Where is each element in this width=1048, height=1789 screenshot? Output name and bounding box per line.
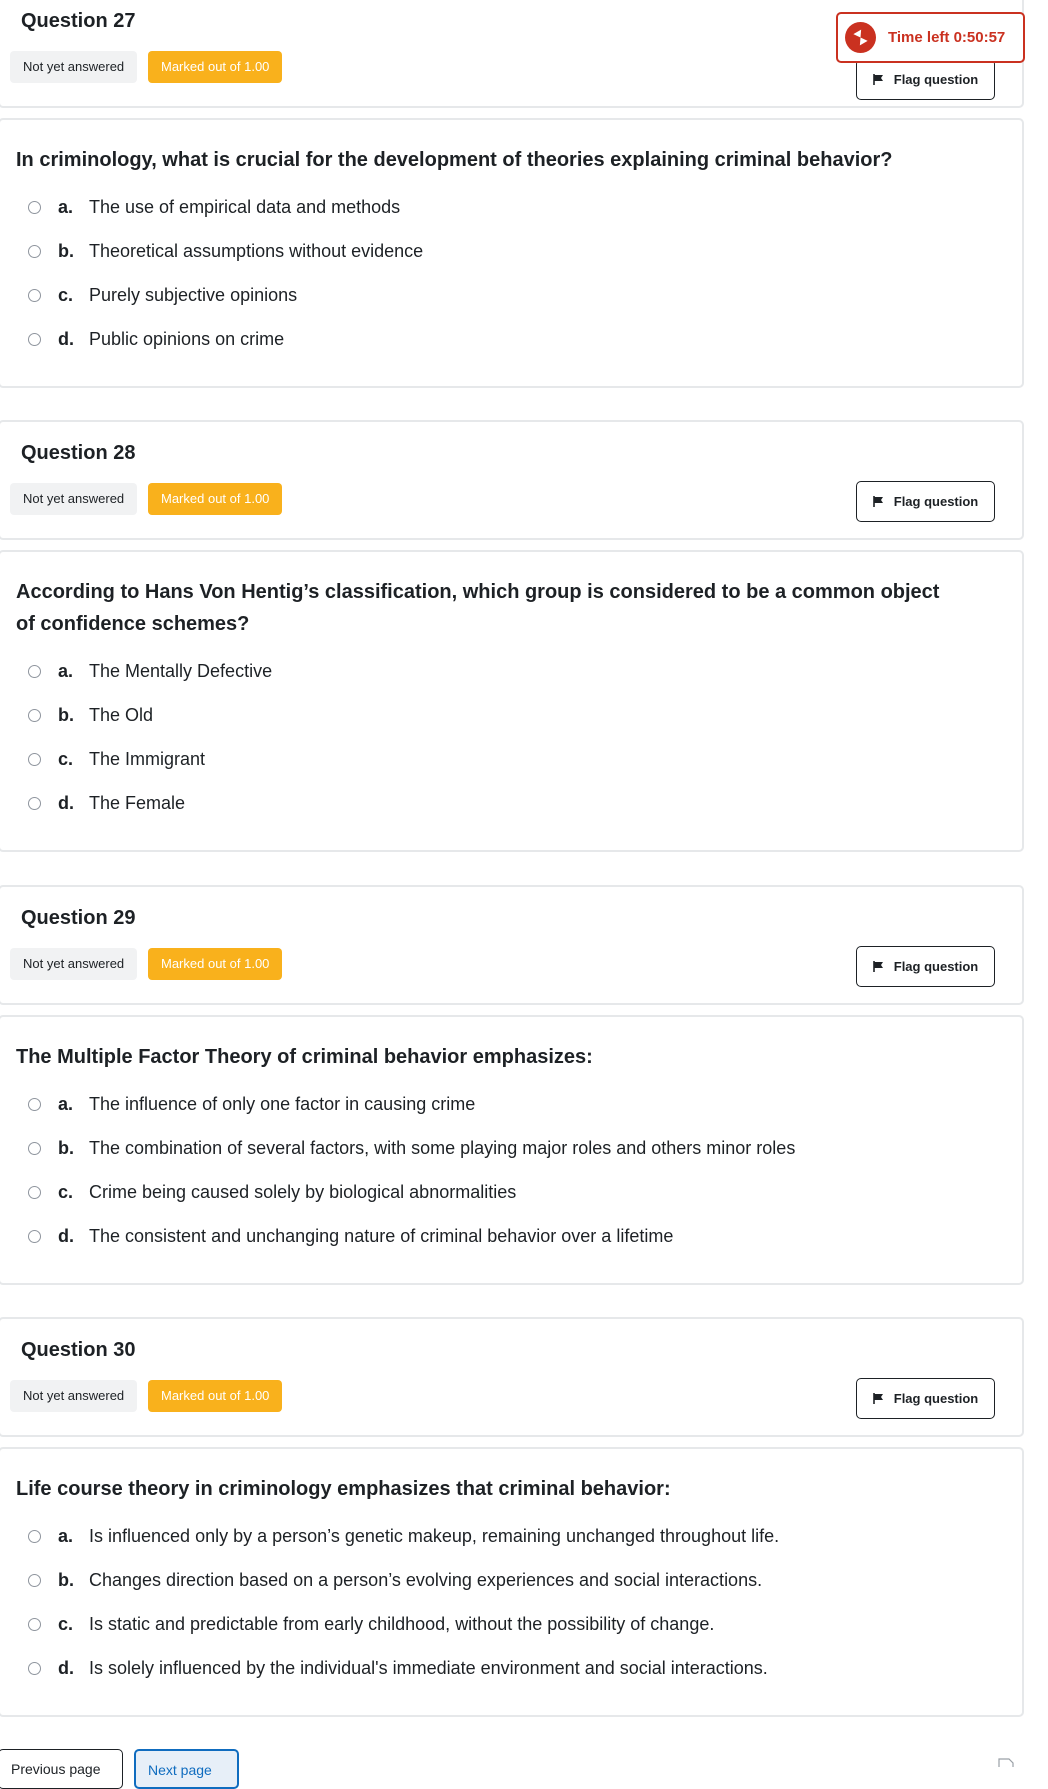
flag-icon — [873, 1393, 884, 1404]
flag-question-label: Flag question — [893, 1391, 979, 1406]
option-text: The Mentally Defective — [89, 660, 273, 681]
flag-icon — [873, 74, 884, 85]
answer-option-a[interactable] — [28, 1521, 779, 1551]
question-27-body — [0, 118, 1024, 388]
question-30-body — [0, 1447, 1024, 1717]
status-badge: Not yet answered — [10, 948, 137, 980]
status-badge: Not yet answered — [10, 51, 137, 83]
radio-button[interactable] — [28, 1186, 41, 1199]
option-text: Is static and predictable from early childhood, without the possibility of change. — [89, 1613, 715, 1634]
flag-question-button[interactable] — [856, 59, 995, 100]
radio-button[interactable] — [28, 1574, 41, 1587]
hourglass-icon — [852, 29, 869, 46]
question-29-body — [0, 1015, 1024, 1285]
answer-option-b[interactable] — [28, 1565, 762, 1595]
answer-option-b[interactable] — [28, 700, 153, 730]
answer-option-b[interactable] — [28, 236, 423, 266]
answer-option-a[interactable] — [28, 1089, 475, 1119]
option-text: Crime being caused solely by biological abnormalities — [89, 1181, 517, 1202]
option-letter: d. — [58, 328, 74, 349]
option-letter: d. — [58, 1657, 74, 1678]
answer-option-c[interactable] — [28, 1609, 714, 1639]
question-text: According to Hans Von Hentig’s classification, which group is considered to be a common object of confidence schemes? — [16, 581, 940, 635]
answer-option-a[interactable] — [28, 192, 400, 222]
flag-question-label: Flag question — [893, 959, 979, 974]
radio-button[interactable] — [28, 753, 41, 766]
option-letter: b. — [58, 704, 74, 725]
option-text: The Immigrant — [89, 748, 206, 769]
answer-option-d[interactable] — [28, 788, 185, 818]
option-letter: b. — [58, 1137, 74, 1158]
radio-button[interactable] — [28, 245, 41, 258]
status-badge: Not yet answered — [10, 1380, 137, 1412]
radio-button[interactable] — [28, 1098, 41, 1111]
option-text: The influence of only one factor in causing crime — [89, 1093, 476, 1114]
option-letter: a. — [58, 1525, 74, 1546]
radio-button[interactable] — [28, 1618, 41, 1631]
radio-button[interactable] — [28, 1530, 41, 1543]
option-text: The combination of several factors, with some playing major roles and others minor roles — [89, 1137, 796, 1158]
flag-question-button[interactable] — [856, 946, 995, 987]
answer-option-a[interactable] — [28, 656, 272, 686]
option-letter: d. — [58, 792, 74, 813]
question-28-body — [0, 550, 1024, 852]
radio-button[interactable] — [28, 797, 41, 810]
radio-button[interactable] — [28, 709, 41, 722]
flag-icon — [873, 961, 884, 972]
option-text: Purely subjective opinions — [89, 284, 298, 305]
option-letter: c. — [58, 1613, 74, 1634]
option-text: The consistent and unchanging nature of criminal behavior over a lifetime — [89, 1225, 674, 1246]
status-badge: Not yet answered — [10, 483, 137, 515]
option-letter: c. — [58, 1181, 74, 1202]
radio-button[interactable] — [28, 333, 41, 346]
radio-button[interactable] — [28, 1142, 41, 1155]
timer-icon — [845, 22, 876, 53]
option-letter: c. — [58, 748, 74, 769]
option-letter: a. — [58, 660, 74, 681]
question-text: The Multiple Factor Theory of criminal behavior emphasizes: — [16, 1046, 593, 1068]
question-title: Question 27 — [21, 10, 136, 32]
marks-badge: Marked out of 1.00 — [148, 483, 282, 515]
previous-page-button[interactable]: Previous page — [0, 1749, 123, 1789]
option-text: Theoretical assumptions without evidence — [89, 240, 424, 261]
answer-option-d[interactable] — [28, 324, 284, 354]
option-text: The use of empirical data and methods — [89, 196, 401, 217]
flag-question-button[interactable] — [856, 481, 995, 522]
answer-option-c[interactable] — [28, 744, 205, 774]
question-30-header — [0, 1317, 1024, 1437]
question-title: Question 28 — [21, 442, 136, 464]
option-letter: a. — [58, 196, 74, 217]
option-text: The Female — [89, 792, 186, 813]
question-29-header — [0, 885, 1024, 1005]
radio-button[interactable] — [28, 1230, 41, 1243]
radio-button[interactable] — [28, 289, 41, 302]
time-left-text: Time left 0:50:57 — [888, 29, 1006, 46]
question-text: Life course theory in criminology emphasizes that criminal behavior: — [16, 1478, 671, 1500]
option-text: Is influenced only by a person’s genetic makeup, remaining unchanged throughout life. — [89, 1525, 780, 1546]
option-letter: d. — [58, 1225, 74, 1246]
question-title: Question 30 — [21, 1339, 136, 1361]
marks-badge: Marked out of 1.00 — [148, 1380, 282, 1412]
option-letter: c. — [58, 284, 74, 305]
flag-question-label: Flag question — [893, 72, 979, 87]
question-28-header — [0, 420, 1024, 540]
flag-question-button[interactable] — [856, 1378, 995, 1419]
answer-option-b[interactable] — [28, 1133, 795, 1163]
next-page-button[interactable]: Next page — [134, 1749, 239, 1789]
option-text: The Old — [89, 704, 154, 725]
option-letter: b. — [58, 1569, 74, 1590]
answer-option-c[interactable] — [28, 1177, 516, 1207]
radio-button[interactable] — [28, 665, 41, 678]
flag-icon — [873, 496, 884, 507]
document-icon — [998, 1758, 1014, 1767]
option-text: Public opinions on crime — [89, 328, 285, 349]
option-text: Changes direction based on a person’s evolving experiences and social interactions. — [89, 1569, 763, 1590]
marks-badge: Marked out of 1.00 — [148, 51, 282, 83]
radio-button[interactable] — [28, 1662, 41, 1675]
option-letter: b. — [58, 240, 74, 261]
option-text: Is solely influenced by the individual's immediate environment and social interactions. — [89, 1657, 768, 1678]
answer-option-d[interactable] — [28, 1221, 673, 1251]
answer-option-c[interactable] — [28, 280, 297, 310]
option-letter: a. — [58, 1093, 74, 1114]
radio-button[interactable] — [28, 201, 41, 214]
marks-badge: Marked out of 1.00 — [148, 948, 282, 980]
answer-option-d[interactable] — [28, 1653, 768, 1683]
question-title: Question 29 — [21, 907, 136, 929]
question-text: In criminology, what is crucial for the development of theories explaining criminal behavior? — [16, 149, 893, 171]
flag-question-label: Flag question — [893, 494, 979, 509]
quiz-timer — [836, 12, 1025, 63]
